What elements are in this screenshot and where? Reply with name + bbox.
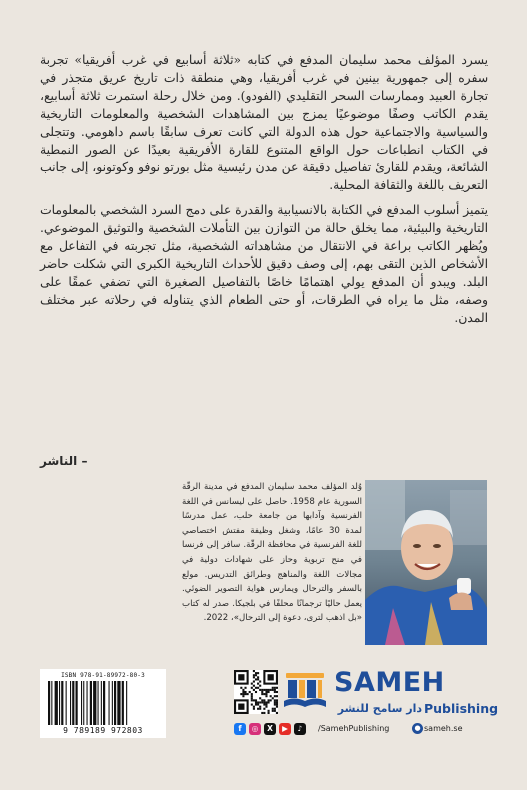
qr-module [253,689,255,691]
qr-module [274,708,276,710]
qr-module [276,712,278,714]
qr-module [257,672,259,674]
qr-module [255,701,257,703]
barcode-bar [81,681,82,725]
author-photo [365,480,487,645]
qr-module [270,695,272,697]
qr-module [263,712,265,714]
barcode-bar [66,681,67,725]
qr-module [240,693,242,695]
qr-module [251,687,253,689]
youtube-icon[interactable]: ▶ [279,723,291,735]
qr-module [263,701,265,703]
social-links [234,723,490,737]
qr-module [263,708,265,710]
barcode-bar [72,681,74,725]
barcode-bar [87,681,88,725]
blurb-paragraph-2: يتميز أسلوب المدفع في الكتابة بالانسيابية والقدرة على دمج السرد الشخصي بالمعلومات التاريخية والبيئية، مما يخلق حالة من التوازن بين التأملات الشخصية والتوثيق الموضوعي. ويُظهر الكاتب براعة في الانتقال من مشاهداته الشخصية، مثل تجربته في التفاعل مع الأشخاص الذين التقى بهم، إلى وصف دقيق للأحداث التاريخية الكبرى التي شكلت حاضر البلد. ويبدو أن المدفع يولي اهتمامًا خاصًا بالتفاصيل الصغيرة التي تضفي عمقًا على وصفه، مثل ما يراه في الطرقات، أو حتى الطعام الذي يتناوله في رحلاته عبر مختلف المدن. [40,203,488,325]
isbn-digits: 9 789189 972803 [63,726,143,735]
qr-module [274,687,276,689]
qr-module [265,701,267,703]
qr-module [261,701,263,703]
qr-module [276,704,278,706]
book-blurb [40,52,488,335]
barcode-bar [98,681,99,725]
qr-module [253,670,255,672]
qr-module [272,697,274,699]
qr-module [274,691,276,693]
social-handle[interactable]: /SamehPublishing [318,724,390,733]
qr-module [242,693,244,695]
barcode-bar [93,681,96,725]
barcode-bar [112,681,113,725]
qr-module [242,689,244,691]
qr-module [276,687,278,689]
qr-module [253,685,255,687]
qr-module [251,697,253,699]
qr-module [257,708,259,710]
barcode-bar [109,681,110,725]
qr-module [276,699,278,701]
qr-module [261,693,263,695]
qr-module [255,699,257,701]
author-bio: وُلد المؤلف محمد سليمان المدفع في مدينة الرقّة السورية عام 1958. حاصل على ليسانس في اللغة الفرنسية وآدابها من جامعة حلب، عمل مدرسًا لمدة 30 عامًا، وشغل وظيفة مفتش اختصاصي للغة الفرنسية في محافظة الرقّة. سافر إلى فرنسا في منح تربوية وحاز على شهادات دولية في مجالات اللغة والمناهج وطرائق التدريس. مولع بالسفر والترحال ويمارس هواية التصوير الضوئي. يعمل حاليًا ترجمانًا محلفًا في بلجيكا. صدر له كتاب «بل اذهب لترى، دعوة إلى الترحال»، 2022. [182,482,363,624]
qr-module [274,699,276,701]
qr-module [261,699,263,701]
qr-module [255,687,257,689]
barcode-bar [55,681,58,725]
barcode-bars [48,681,158,725]
x-icon[interactable]: X [264,723,276,735]
qr-module [244,691,246,693]
qr-module [265,695,267,697]
qr-module [255,674,257,676]
qr-module [247,693,249,695]
qr-module [259,689,261,691]
qr-module [265,704,267,706]
qr-module [265,693,267,695]
qr-code [234,670,278,714]
qr-module [274,710,276,712]
qr-module [265,691,267,693]
book-logo-icon [282,671,328,711]
qr-module [257,683,259,685]
qr-module [261,691,263,693]
barcode-bar [59,681,60,725]
qr-module [244,687,246,689]
qr-finder [238,704,244,710]
publisher-latin-name: Publishing [424,701,499,716]
barcode-bar [51,681,52,725]
qr-module [251,683,253,685]
blurb-paragraph-1: يسرد المؤلف محمد سليمان المدفع في كتابه «ثلاثة أسابيع في غرب أفريقيا» تجربة سفره إلى جمهورية بينين في غرب أفريقيا، وهي منطقة ذات تاريخ عريق متجذر في تجارة العبيد وممارسات السحر التقليدي (الفودو). ومن خلال رحلة استمرت ثلاثة أسابيع، يقدم الكاتب وصفًا موضوعيًا يمزج بين المشاهدات الشخصية والمعلومات التاريخية والسياسية والاجتماعية حول هذه الدولة التي كانت تعرف سابقًا باسم داهومي. وتتجلى في الكتاب انطباعات حول الواقع المتنوع للقارة الأفريقية بعيدًا عن الصور النمطية الشائعة، ويقدم للقارئ تفاصيل دقيقة عن مدن رئيسية مثل بورتو نوفو وكوتونو، إلى جانب التعريف باللغة والثقافة المحلية. [40,53,488,193]
publisher-arabic-name: دار سامح للنشر [337,702,422,715]
qr-module [268,701,270,703]
qr-module [257,704,259,706]
publisher-signature: – الناشر [40,454,88,468]
qr-module [272,710,274,712]
qr-finder [268,674,274,680]
qr-module [253,680,255,682]
barcode-bar [117,681,120,725]
qr-module [268,699,270,701]
qr-module [259,697,261,699]
qr-module [253,674,255,676]
qr-module [257,678,259,680]
publisher-logo-name: SAMEH [334,667,445,698]
barcode-bar [122,681,124,725]
barcode-bar [61,681,63,725]
qr-module [259,685,261,687]
qr-module [276,691,278,693]
qr-module [251,704,253,706]
author-portrait-image [365,480,487,645]
qr-module [257,701,259,703]
qr-module [265,689,267,691]
qr-module [253,708,255,710]
isbn-label: ISBN 978-91-89972-80-3 [61,672,145,679]
qr-module [251,693,253,695]
qr-module [276,695,278,697]
qr-module [263,693,265,695]
qr-module [270,699,272,701]
qr-module [276,701,278,703]
qr-module [259,708,261,710]
qr-module [272,687,274,689]
globe-icon: ● [412,723,423,734]
isbn-barcode [40,669,166,738]
qr-module [255,691,257,693]
qr-module [272,708,274,710]
barcode-bar [103,681,105,725]
qr-module [249,691,251,693]
instagram-icon[interactable]: ◎ [249,723,261,735]
tiktok-icon[interactable]: ♪ [294,723,306,735]
qr-module [261,689,263,691]
facebook-icon[interactable]: f [234,723,246,735]
qr-module [257,687,259,689]
qr-module [259,680,261,682]
qr-module [268,710,270,712]
website-link[interactable]: sameh.se [424,724,463,733]
qr-module [263,699,265,701]
qr-module [274,689,276,691]
qr-module [276,706,278,708]
qr-module [263,689,265,691]
qr-module [255,704,257,706]
qr-module [259,706,261,708]
qr-module [274,695,276,697]
qr-module [270,689,272,691]
publisher-block [232,667,499,740]
qr-module [242,695,244,697]
qr-module [263,704,265,706]
qr-module [259,701,261,703]
qr-finder [238,674,244,680]
qr-module [253,676,255,678]
qr-module [274,701,276,703]
barcode-bar [126,681,127,725]
qr-module [268,712,270,714]
qr-module [257,676,259,678]
barcode-bar [114,681,116,725]
qr-module [251,699,253,701]
qr-module [242,691,244,693]
barcode-bar [101,681,102,725]
qr-module [265,706,267,708]
qr-module [261,712,263,714]
barcode-bar [90,681,92,725]
barcode-bar [83,681,84,725]
qr-module [253,706,255,708]
barcode-bar [76,681,78,725]
barcode-bar [70,681,71,725]
qr-module [274,704,276,706]
qr-module [268,689,270,691]
qr-module [244,693,246,695]
qr-module [253,699,255,701]
qr-module [255,678,257,680]
qr-module [272,689,274,691]
barcode-bar [48,681,50,725]
qr-module [240,687,242,689]
qr-module [268,691,270,693]
qr-module [255,672,257,674]
qr-module [251,695,253,697]
